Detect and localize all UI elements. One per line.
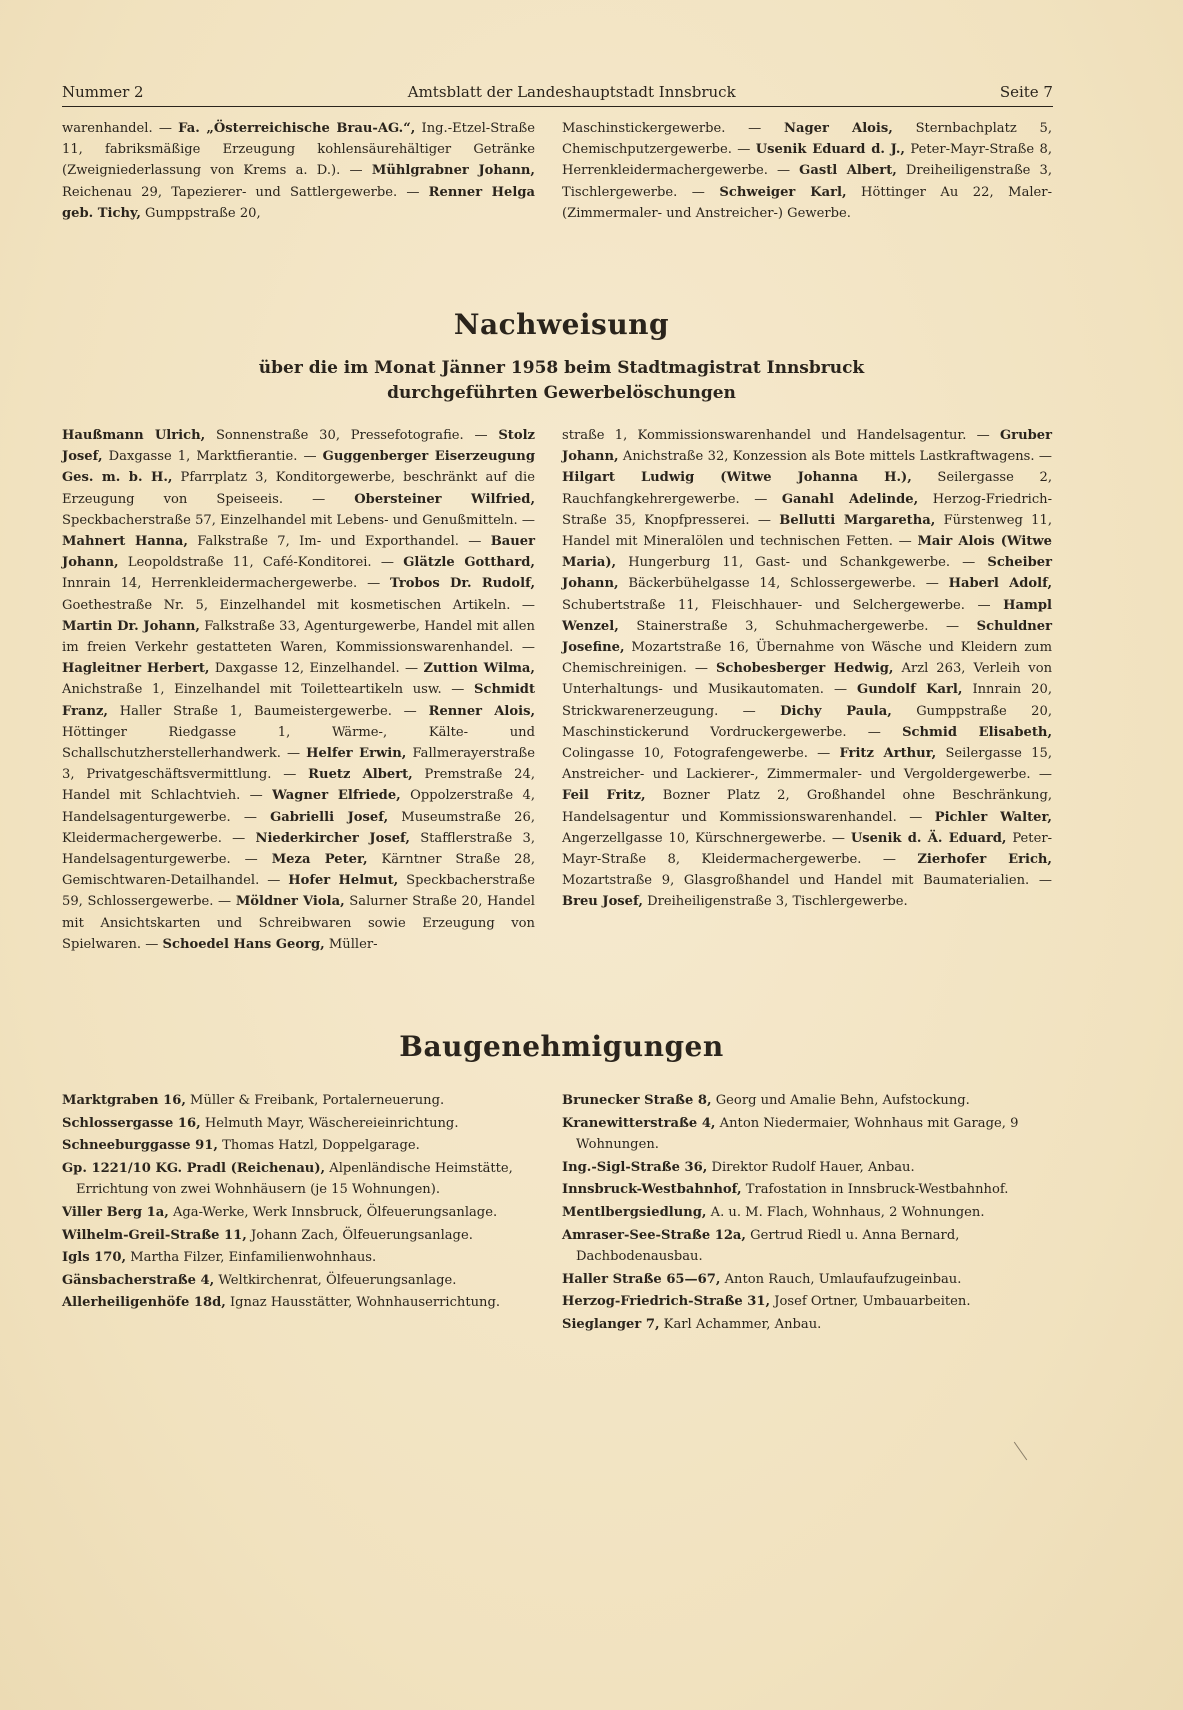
list-item xyxy=(62,1158,535,1201)
entry-address: Wilhelm-Greil-Straße 11, xyxy=(62,1227,247,1243)
list-item xyxy=(562,1157,1052,1179)
entry-name: Renner Helga geb. Tichy, xyxy=(62,184,535,221)
entry-text: Bäckerbühelgasse 14, Schlossergewerbe. — xyxy=(618,576,949,592)
entry-name: Zierhofer Erich, xyxy=(917,852,1052,868)
list-item xyxy=(562,1113,1052,1156)
entry-text: Premstraße 24, Handel mit Schlachtvieh. — xyxy=(62,767,535,804)
entry-name: Wagner Elfriede, xyxy=(272,788,401,804)
entry-address: Gänsbacherstraße 4, xyxy=(62,1272,215,1288)
page-header xyxy=(62,80,1053,104)
entry-text: Stainerstraße 3, Schuhmachergewerbe. — xyxy=(618,618,977,634)
nachweisung-subtitle-2: durchgeführten Gewerbelöschungen xyxy=(387,383,736,403)
entry-address: Schlossergasse 16, xyxy=(62,1115,201,1131)
entry-text: Fürstenweg 11, Handel mit Mineralölen und technischen Fetten. — xyxy=(562,512,1052,550)
entry-name: Zuttion Wilma, xyxy=(423,661,535,677)
entry-text: Dreiheiligenstraße 3, Tischlergewerbe. xyxy=(642,894,908,910)
nachweisung-title: Nachweisung xyxy=(453,308,670,341)
nachweisung-subtitle-1: über die im Monat Jänner 1958 beim Stadtmagistrat Innsbruck xyxy=(258,358,865,378)
entry-name: Schmidt Franz, xyxy=(62,682,535,719)
entry-name: Nager Alois, xyxy=(784,121,893,136)
entry-text: Gertrud Riedl u. Anna Bernard, Dachbodenausbau. xyxy=(576,1227,960,1265)
entry-text: Aga-Werke, Werk Innsbruck, Ölfeuerungsanlage. xyxy=(168,1204,498,1220)
entry-name: Gruber Johann, xyxy=(562,428,1052,465)
top-left-column xyxy=(62,118,535,224)
entry-text: Seilergasse 2, Rauchfangkehrergewerbe. — xyxy=(562,470,1053,507)
nachweisung-right-column xyxy=(562,425,1052,913)
entry-name: Usenik d. Ä. Eduard, xyxy=(850,830,1007,846)
entry-text: Georg und Amalie Behn, Aufstockung. xyxy=(711,1093,970,1108)
entry-text: Angerzellgasse 10, Kürschnergewerbe. — xyxy=(562,830,851,846)
entry-name: Trobos Dr. Rudolf, xyxy=(390,576,535,592)
entry-text: Falkstraße 33, Agenturgewerbe, Handel mit allen im freien Verkehr gestatteten Waren, Kommissionswarenhandel. — xyxy=(62,618,535,656)
entry-text: Höttinger Au 22, Maler- (Zimmermaler- und Anstreicher-) Gewerbe. xyxy=(562,184,1052,221)
entry-text: Anichstraße 1, Einzelhandel mit Toiletteartikeln usw. — xyxy=(62,682,475,698)
entry-text: Sternbachplatz 5, Chemischputzergewerbe. — xyxy=(562,121,1052,158)
top-right-column xyxy=(562,118,1052,224)
entry-address: Igls 170, xyxy=(62,1250,127,1266)
entry-name: Schweiger Karl, xyxy=(719,184,847,200)
entry-name: Ganahl Adelinde, xyxy=(781,491,919,507)
entry-name: Hofer Helmut, xyxy=(288,873,399,889)
entry-text: Johann Zach, Ölfeuerungsanlage. xyxy=(246,1227,473,1243)
entry-name: Bauer Johann, xyxy=(62,534,535,571)
entry-text: Mozartstraße 9, Glasgroßhandel und Handel mit Baumaterialien. — xyxy=(562,873,1052,889)
entry-text: Ignaz Hausstätter, Wohnhauserrichtung. xyxy=(225,1295,501,1311)
entry-name: Schuldner Josefine, xyxy=(562,618,1052,656)
entry-name: Feil Fritz, xyxy=(562,788,646,804)
list-item xyxy=(62,1090,535,1112)
entry-text: Museumstraße 26, Kleidermachergewerbe. — xyxy=(62,809,535,846)
list-item xyxy=(62,1270,535,1292)
entry-address: Brunecker Straße 8, xyxy=(562,1093,712,1108)
entry-name: Hilgart Ludwig (Witwe Johanna H.), xyxy=(562,470,912,486)
page-number: Seite 7 xyxy=(999,83,1053,101)
entry-text: Anton Niedermaier, Wohnhaus mit Garage, 9 Wohnungen. xyxy=(576,1115,1019,1153)
list-item xyxy=(62,1135,535,1157)
entry-name: Guggenberger Eiserzeugung Ges. m. b. H., xyxy=(62,449,535,486)
entry-address: Allerheiligenhöfe 18d, xyxy=(62,1295,226,1311)
paragraph xyxy=(62,118,535,224)
list-item xyxy=(62,1292,535,1314)
entry-text: Gumppstraße 20, xyxy=(140,205,261,221)
list-item xyxy=(562,1090,1052,1112)
entry-text: Colingasse 10, Fotografengewerbe. — xyxy=(562,746,840,762)
header-rule xyxy=(62,106,1053,107)
entry-address: Mentlbergsiedlung, xyxy=(562,1204,707,1220)
entry-name: Glätzle Gotthard, xyxy=(403,555,535,571)
entry-address: Ing.-Sigl-Straße 36, xyxy=(562,1159,708,1175)
entry-text: Hungerburg 11, Gast- und Schankgewerbe. — xyxy=(616,555,988,571)
entry-name: Stolz Josef, xyxy=(62,428,535,465)
entry-name: Mühlgrabner Johann, xyxy=(371,163,535,179)
paragraph xyxy=(562,118,1052,224)
entry-name: Haußmann Ulrich, xyxy=(62,428,206,443)
entry-text: Herzog-Friedrich-Straße 35, Knopfpresserei. — xyxy=(562,491,1053,528)
entry-text: Haller Straße 1, Baumeistergewerbe. — xyxy=(107,703,429,719)
entry-name: Fa. „Österreichische Brau-AG.“, xyxy=(178,121,416,136)
list-item xyxy=(562,1179,1052,1201)
entry-address: Herzog-Friedrich-Straße 31, xyxy=(562,1294,771,1310)
baugenehmigungen-right-column xyxy=(562,1090,1052,1337)
entry-text: Goethestraße Nr. 5, Einzelhandel mit kosmetischen Artikeln. — xyxy=(62,597,535,613)
entry-text: Müller & Freibank, Portalerneuerung. xyxy=(185,1093,445,1108)
entry-text: Leopoldstraße 11, Café-Konditorei. — xyxy=(118,555,404,571)
entry-name: Renner Alois, xyxy=(428,703,536,719)
list-item xyxy=(562,1202,1052,1224)
entry-text: Falkstraße 7, Im- und Exporthandel. — xyxy=(187,534,491,550)
entry-text: Salurner Straße 20, Handel mit Ansichtskarten und Schreibwaren sowie Erzeugung von Spielwaren. — xyxy=(62,894,535,952)
entry-text: Stafflerstraße 3, Handelsagenturgewerbe. — xyxy=(62,830,535,868)
entry-name: Hampl Wenzel, xyxy=(562,597,1052,634)
list-item xyxy=(562,1291,1052,1313)
entry-text: Karl Achammer, Anbau. xyxy=(659,1316,822,1332)
baugenehmigungen-left-column xyxy=(62,1090,535,1315)
entry-name: Mahnert Hanna, xyxy=(62,534,188,550)
entry-text: Speckbacherstraße 57, Einzelhandel mit Lebens- und Genußmitteln. — xyxy=(62,512,535,528)
entry-text: Kärntner Straße 28, Gemischtwaren-Detailhandel. — xyxy=(62,852,535,889)
entry-address: Viller Berg 1a, xyxy=(62,1204,169,1220)
entry-address: Marktgraben 16, xyxy=(62,1093,186,1108)
list-item xyxy=(562,1225,1052,1268)
entry-name: Fritz Arthur, xyxy=(839,746,937,762)
entry-text: Innrain 14, Herrenkleidermachergewerbe. — xyxy=(62,576,391,592)
entry-text: Martha Filzer, Einfamilienwohnhaus. xyxy=(126,1250,377,1266)
entry-address: Haller Straße 65—67, xyxy=(562,1271,721,1287)
entry-text: Seilergasse 15, Anstreicher- und Lackierer-, Zimmermaler- und Vergoldergewerbe. — xyxy=(562,746,1052,783)
entry-text: Peter-Mayr-Straße 8, Herrenkleidermachergewerbe. — xyxy=(562,142,1052,179)
entry-name: Pichler Walter, xyxy=(934,809,1052,825)
entry-name: Gabrielli Josef, xyxy=(270,809,389,825)
entry-name: Helfer Erwin, xyxy=(306,746,407,762)
nachweisung-left-column xyxy=(62,425,535,955)
list-item xyxy=(62,1225,535,1247)
entry-address: Amraser-See-Straße 12a, xyxy=(562,1227,746,1243)
entry-name: Dichy Paula, xyxy=(780,703,892,719)
entry-text: Oppolzerstraße 4, Handelsagenturgewerbe. — xyxy=(62,788,535,825)
entry-text: Anichstraße 32, Konzession als Bote mittels Lastkraftwagens. — xyxy=(618,449,1052,465)
entry-name: Martin Dr. Johann, xyxy=(62,618,200,634)
entry-name: Meza Peter, xyxy=(271,852,368,868)
entry-name: Bellutti Margaretha, xyxy=(779,512,936,528)
issue-number: Nummer 2 xyxy=(62,83,144,101)
entry-text: Daxgasse 12, Einzelhandel. — xyxy=(209,661,424,677)
entry-text: Anton Rauch, Umlaufaufzugeinbau. xyxy=(720,1271,962,1287)
list-item xyxy=(62,1202,535,1224)
entry-name: Haberl Adolf, xyxy=(948,576,1053,592)
entry-text: Thomas Hatzl, Doppelgarage. xyxy=(217,1138,420,1154)
entry-name: Gastl Albert, xyxy=(799,163,897,179)
list-item xyxy=(62,1247,535,1269)
paragraph xyxy=(62,425,535,955)
entry-text: Fallmerayerstraße 3, Privatgeschäftsvermittlung. — xyxy=(62,746,535,783)
list-item xyxy=(62,1113,535,1135)
entry-name: Schmid Elisabeth, xyxy=(902,724,1052,740)
entry-text: Ing.-Etzel-Straße 11, fabriksmäßige Erzeugung kohlensäurehältiger Getränke (Zweigniederlassung von Krems a. D.). — xyxy=(62,121,535,179)
entry-text: Daxgasse 1, Marktfierantie. — xyxy=(102,449,323,465)
entry-text: Josef Ortner, Umbauarbeiten. xyxy=(770,1294,971,1310)
entry-address: Gp. 1221/10 KG. Pradl (Reichenau), xyxy=(62,1160,326,1176)
paragraph xyxy=(562,425,1052,913)
pencil-mark xyxy=(1014,1442,1027,1461)
entry-name: Niederkircher Josef, xyxy=(255,830,410,846)
entry-name: Scheiber Johann, xyxy=(562,555,1052,592)
entry-name: Mair Alois (Witwe Maria), xyxy=(562,534,1052,571)
entry-name: Breu Josef, xyxy=(562,894,643,910)
baugenehmigungen-title: Baugenehmigungen xyxy=(399,1030,724,1063)
entry-text: Höttinger Riedgasse 1, Wärme-, Kälte- und Schallschutzherstellerhandwerk. — xyxy=(62,724,535,762)
entry-text: A. u. M. Flach, Wohnhaus, 2 Wohnungen. xyxy=(706,1204,985,1220)
entry-text: Arzl 263, Verleih von Unterhaltungs- und Musikautomaten. — xyxy=(562,661,1053,698)
entry-text: Maschinstickergewerbe. — xyxy=(562,121,785,136)
entry-text: Alpenländische Heimstätte, Errichtung von zwei Wohnhäusern (je 15 Wohnungen). xyxy=(76,1160,513,1198)
entry-name: Ruetz Albert, xyxy=(308,767,413,783)
entry-text: Schubertstraße 11, Fleischhauer- und Selchergewerbe. — xyxy=(562,597,1004,613)
entry-text: Weltkirchenrat, Ölfeuerungsanlage. xyxy=(214,1272,457,1288)
entry-name: Möldner Viola, xyxy=(235,894,345,910)
entry-name: Gundolf Karl, xyxy=(857,682,963,698)
publication-title: Amtsblatt der Landeshauptstadt Innsbruck xyxy=(407,83,736,101)
entry-name: Schoedel Hans Georg, xyxy=(162,936,325,952)
entry-address: Sieglanger 7, xyxy=(562,1316,660,1332)
entry-text: Sonnenstraße 30, Pressefotografie. — xyxy=(205,428,499,443)
entry-text: Dreiheiligenstraße 3, Tischlergewerbe. — xyxy=(562,163,1052,200)
entry-text: Gumppstraße 20, Maschinstickerund Vordruckergewerbe. — xyxy=(562,703,1052,740)
list-item xyxy=(562,1269,1052,1291)
entry-address: Kranewitterstraße 4, xyxy=(562,1115,716,1131)
entry-text: Pfarrplatz 3, Konditorgewerbe, beschränkt auf die Erzeugung von Speiseeis. — xyxy=(62,470,535,507)
entry-name: Schobesberger Hedwig, xyxy=(715,661,894,677)
entry-text: Müller- xyxy=(324,936,378,952)
entry-text: warenhandel. — xyxy=(62,121,179,136)
entry-name: Obersteiner Wilfried, xyxy=(354,491,536,507)
entry-name: Hagleitner Herbert, xyxy=(62,661,210,677)
entry-address: Innsbruck-Westbahnhof, xyxy=(562,1182,742,1198)
entry-text: straße 1, Kommissionswarenhandel und Handelsagentur. — xyxy=(562,428,1000,443)
entry-name: Usenik Eduard d. J., xyxy=(755,142,905,158)
entry-text: Bozner Platz 2, Großhandel ohne Beschränkung, Handelsagentur und Kommissionswarenhandel. — xyxy=(562,788,1052,825)
entry-text: Helmuth Mayr, Wäschereieinrichtung. xyxy=(200,1115,459,1131)
entry-text: Mozartstraße 16, Übernahme von Wäsche und Kleidern zum Chemischreinigen. — xyxy=(562,640,1052,677)
list-item xyxy=(562,1314,1052,1336)
entry-text: Innrain 20, Strickwarenerzeugung. — xyxy=(562,682,1052,719)
entry-text: Trafostation in Innsbruck-Westbahnhof. xyxy=(741,1182,1009,1198)
entry-text: Peter-Mayr-Straße 8, Kleidermachergewerbe. — xyxy=(562,830,1052,868)
entry-text: Reichenau 29, Tapezierer- und Sattlergewerbe. — xyxy=(62,184,429,200)
entry-text: Speckbacherstraße 59, Schlossergewerbe. — xyxy=(62,873,535,910)
entry-address: Schneeburggasse 91, xyxy=(62,1138,218,1154)
entry-text: Direktor Rudolf Hauer, Anbau. xyxy=(707,1159,915,1175)
